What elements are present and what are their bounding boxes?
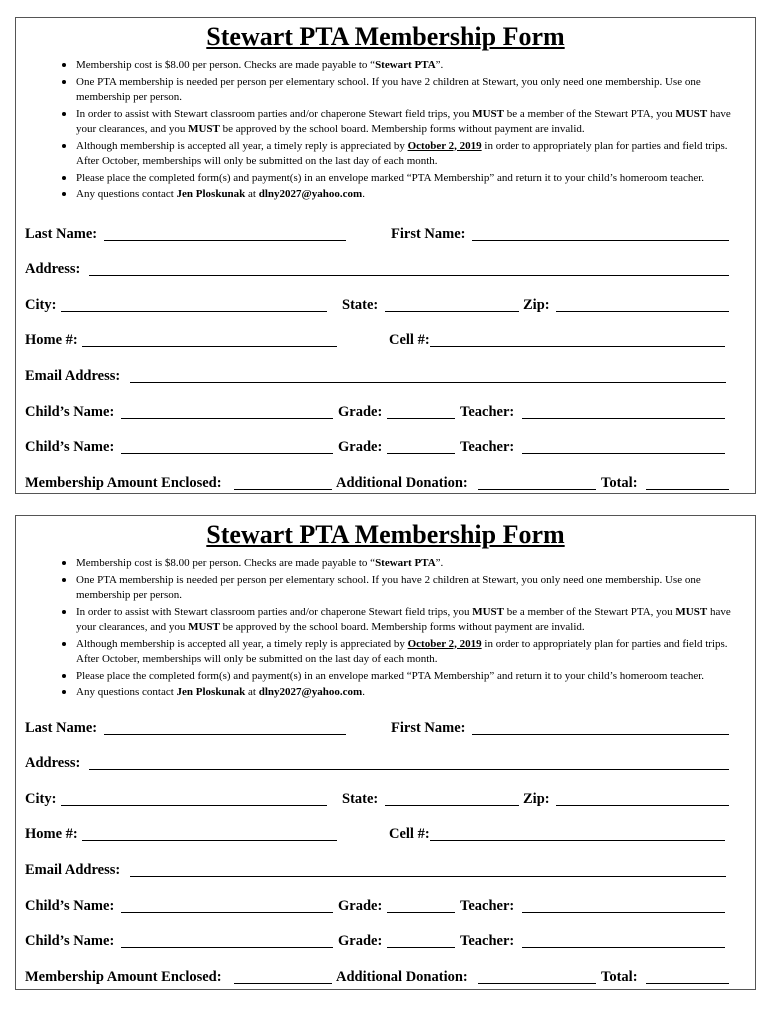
grade-field[interactable] — [387, 402, 455, 419]
grade-field[interactable] — [387, 437, 455, 454]
rule-contact: • Any questions contact Jen Ploskunak at dlny2027@yahoo.com. — [76, 684, 747, 701]
amount-field[interactable] — [234, 473, 332, 490]
row-child-2 — [25, 437, 747, 457]
city-field[interactable] — [61, 295, 327, 312]
donation-field[interactable] — [478, 473, 596, 490]
city-field[interactable] — [61, 789, 327, 806]
amount-label: Membership Amount Enclosed: — [25, 475, 222, 491]
last-name-field[interactable] — [104, 718, 346, 735]
address-label: Address: — [25, 755, 81, 771]
donation-field[interactable] — [478, 967, 596, 984]
city-label: City: — [25, 297, 57, 313]
teacher-field[interactable] — [522, 402, 725, 419]
zip-field[interactable] — [556, 789, 729, 806]
last-name-label: Last Name: — [25, 720, 98, 736]
total-label: Total: — [601, 969, 638, 985]
cell-phone-field[interactable] — [430, 824, 725, 841]
address-label: Address: — [25, 261, 81, 277]
rule-contact: • Any questions contact Jen Ploskunak at dlny2027@yahoo.com. — [76, 186, 747, 203]
membership-form-2 — [15, 515, 756, 990]
state-field[interactable] — [385, 789, 519, 806]
row-child-1 — [25, 896, 747, 916]
row-city — [25, 295, 747, 315]
child-name-label: Child’s Name: — [25, 404, 115, 420]
grade-field[interactable] — [387, 931, 455, 948]
membership-form-1 — [15, 17, 756, 494]
zip-label: Zip: — [523, 791, 550, 807]
email-label: Email Address: — [25, 368, 121, 384]
child-name-label: Child’s Name: — [25, 898, 115, 914]
rule-envelope: • Please place the completed form(s) and payment(s) in an envelope marked “PTA Membership” and return it to your child’s homeroom teacher. — [76, 170, 747, 187]
form-title: Stewart PTA Membership Form — [206, 22, 565, 51]
state-field[interactable] — [385, 295, 519, 312]
email-field[interactable] — [130, 860, 726, 877]
grade-label: Grade: — [338, 933, 383, 949]
row-names — [25, 224, 747, 244]
rule-envelope: • Please place the completed form(s) and payment(s) in an envelope marked “PTA Membership” and return it to your child’s homeroom teacher. — [76, 668, 747, 685]
child-name-label: Child’s Name: — [25, 439, 115, 455]
address-field[interactable] — [89, 259, 729, 276]
donation-label: Additional Donation: — [336, 969, 468, 985]
child-name-label: Child’s Name: — [25, 933, 115, 949]
teacher-field[interactable] — [522, 896, 725, 913]
grade-field[interactable] — [387, 896, 455, 913]
rule-deadline: • Although membership is accepted all year, a timely reply is appreciated by October 2, 2019 in order to appropriately plan for parties and field trips. After October, memberships will only be submitted on the last day of each month. — [76, 138, 747, 170]
child-name-field[interactable] — [121, 437, 333, 454]
rule-cost: • Membership cost is $8.00 per person. Checks are made payable to “Stewart PTA”. — [76, 57, 747, 74]
row-payment — [25, 967, 747, 987]
total-field[interactable] — [646, 967, 729, 984]
teacher-label: Teacher: — [460, 404, 515, 420]
email-field[interactable] — [130, 366, 726, 383]
amount-label: Membership Amount Enclosed: — [25, 969, 222, 985]
first-name-label: First Name: — [391, 720, 466, 736]
home-phone-field[interactable] — [82, 824, 337, 841]
rule-requirements: • In order to assist with Stewart classroom parties and/or chaperone Stewart field trips, you MUST be a member of the Stewart PTA, you MUST have your clearances, and you MUST be approved by the school board. Membership forms without payment are invalid. — [76, 106, 747, 138]
grade-label: Grade: — [338, 439, 383, 455]
rule-requirements: • In order to assist with Stewart classroom parties and/or chaperone Stewart field trips, you MUST be a member of the Stewart PTA, you MUST have your clearances, and you MUST be approved by the school board. Membership forms without payment are invalid. — [76, 604, 747, 636]
zip-field[interactable] — [556, 295, 729, 312]
first-name-label: First Name: — [391, 226, 466, 242]
row-address — [25, 259, 747, 279]
teacher-field[interactable] — [522, 931, 725, 948]
rule-cost: • Membership cost is $8.00 per person. Checks are made payable to “Stewart PTA”. — [76, 555, 747, 572]
row-city — [25, 789, 747, 809]
address-field[interactable] — [89, 753, 729, 770]
total-label: Total: — [601, 475, 638, 491]
rule-per-person: • One PTA membership is needed per person per elementary school. If you have 2 children at Stewart, you only need one membership. Use one membership per person. — [76, 572, 747, 604]
child-name-field[interactable] — [121, 896, 333, 913]
cell-phone-label: Cell #: — [389, 332, 430, 348]
row-email — [25, 860, 747, 880]
grade-label: Grade: — [338, 898, 383, 914]
rule-deadline: • Although membership is accepted all year, a timely reply is appreciated by October 2, 2019 in order to appropriately plan for parties and field trips. After October, memberships will only be submitted on the last day of each month. — [76, 636, 747, 668]
rules-list — [72, 57, 747, 203]
cell-phone-field[interactable] — [430, 330, 725, 347]
row-child-1 — [25, 402, 747, 422]
amount-field[interactable] — [234, 967, 332, 984]
row-phones — [25, 824, 747, 844]
row-names — [25, 718, 747, 738]
home-phone-label: Home #: — [25, 332, 78, 348]
child-name-field[interactable] — [121, 931, 333, 948]
city-label: City: — [25, 791, 57, 807]
state-label: State: — [342, 791, 379, 807]
teacher-field[interactable] — [522, 437, 725, 454]
cell-phone-label: Cell #: — [389, 826, 430, 842]
teacher-label: Teacher: — [460, 898, 515, 914]
email-label: Email Address: — [25, 862, 121, 878]
row-email — [25, 366, 747, 386]
last-name-field[interactable] — [104, 224, 346, 241]
home-phone-label: Home #: — [25, 826, 78, 842]
teacher-label: Teacher: — [460, 439, 515, 455]
child-name-field[interactable] — [121, 402, 333, 419]
home-phone-field[interactable] — [82, 330, 337, 347]
zip-label: Zip: — [523, 297, 550, 313]
rule-per-person: • One PTA membership is needed per person per elementary school. If you have 2 children at Stewart, you only need one membership. Use one membership per person. — [76, 74, 747, 106]
state-label: State: — [342, 297, 379, 313]
row-address — [25, 753, 747, 773]
rules-list — [72, 555, 747, 701]
total-field[interactable] — [646, 473, 729, 490]
last-name-label: Last Name: — [25, 226, 98, 242]
first-name-field[interactable] — [472, 224, 729, 241]
grade-label: Grade: — [338, 404, 383, 420]
form-title: Stewart PTA Membership Form — [206, 520, 565, 549]
first-name-field[interactable] — [472, 718, 729, 735]
teacher-label: Teacher: — [460, 933, 515, 949]
row-phones — [25, 330, 747, 350]
row-child-2 — [25, 931, 747, 951]
donation-label: Additional Donation: — [336, 475, 468, 491]
row-payment — [25, 473, 747, 493]
